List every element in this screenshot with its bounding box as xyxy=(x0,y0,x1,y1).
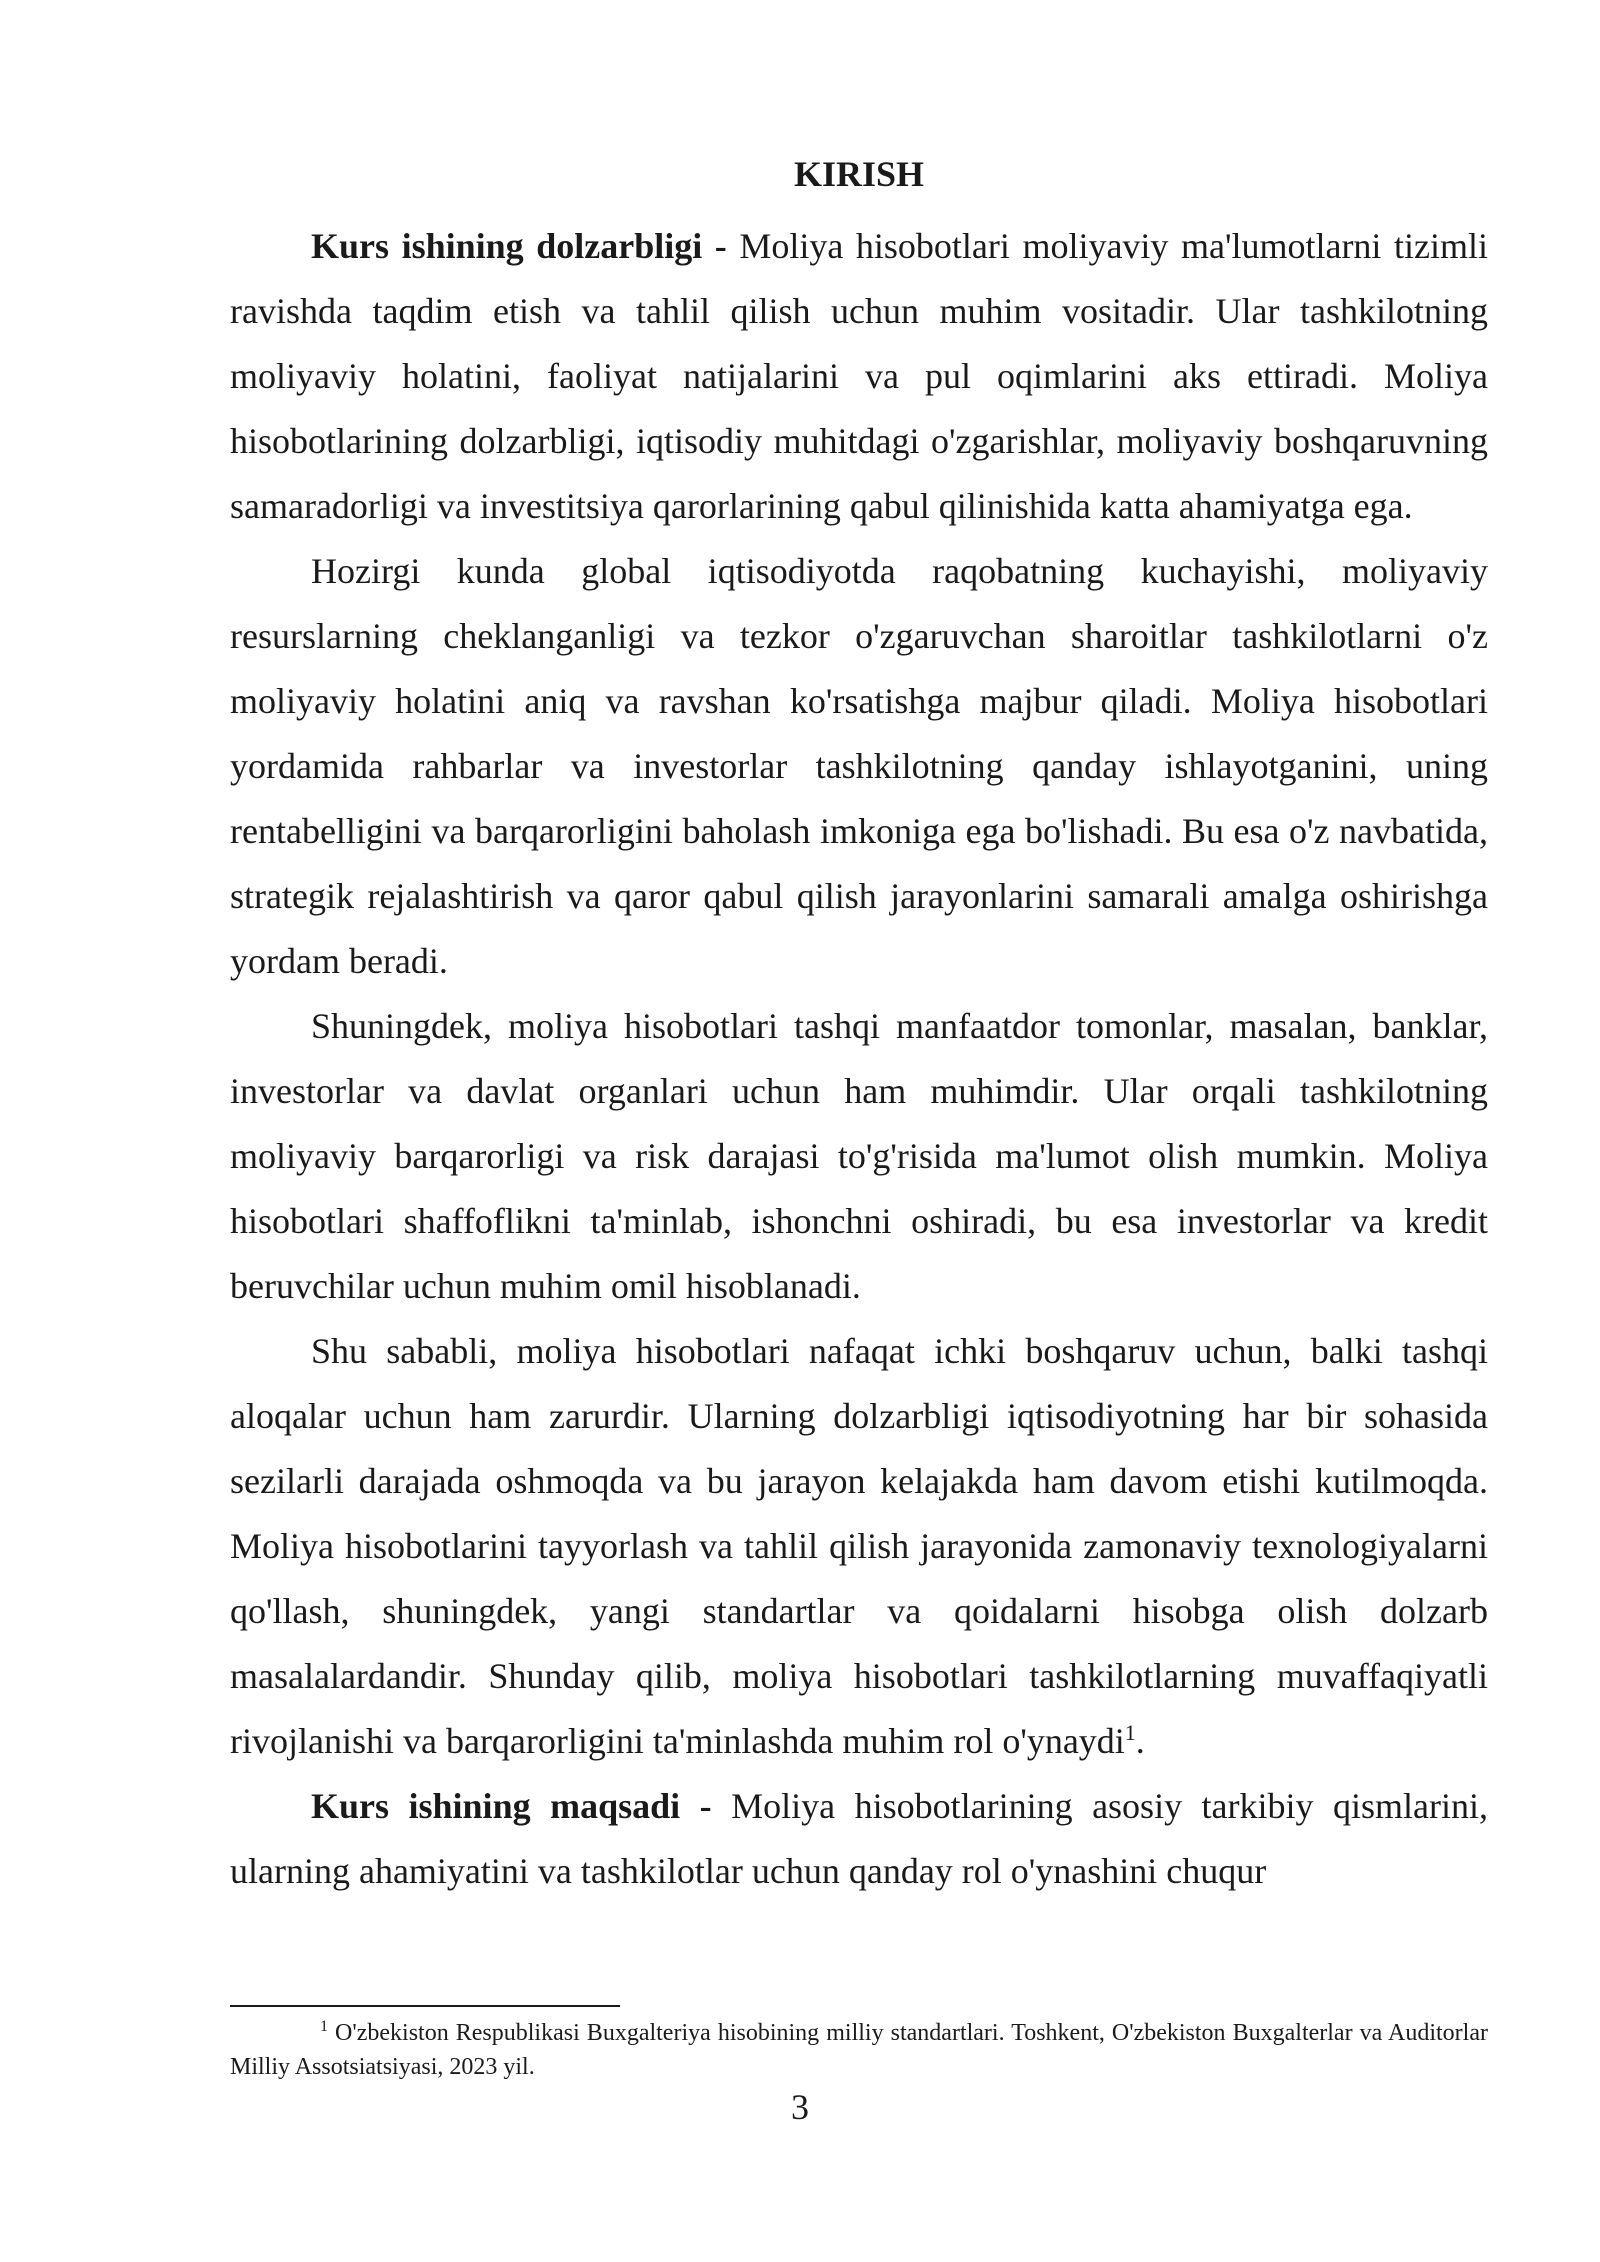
page-number: 3 xyxy=(791,2087,809,2127)
paragraph-text: Shu sababli, moliya hisobotlari nafaqat ichki boshqaruv uchun, balki tashqi aloqalar uchun ham zarurdir. Ularning dolzarbligi iqtisodiyotning har bir sohasida sezilarli darajada oshmoqda va bu jarayon kelajakda ham davom etishi kutilmoqda. Moliya hisobotlarini tayyorlash va tahlil qilish jarayonida zamonaviy texnologiyalarni qo'llash, shuningdek, yangi standartlar va qoidalarni hisobga olish dolzarb masalalardandir. Shunday qilib, moliya hisobotlari tashkilotlarning muvaffaqiyatli rivojlanishi va barqarorligini ta'minlashda muhim rol o'ynaydi xyxy=(230,1331,1488,1761)
footnote-separator xyxy=(230,2005,620,2007)
footnote xyxy=(230,2016,1488,2084)
paragraph-text: Hozirgi kunda global iqtisodiyotda raqobatning kuchayishi, moliyaviy resurslarning cheklanganligi va tezkor o'zgaruvchan sharoitlar tashkilotlarni o'z moliyaviy holatini aniq va ravshan ko'rsatishga majbur qiladi. Moliya hisobotlari yordamida rahbarlar va investorlar tashkilotning qanday ishlayotganini, uning rentabelligini va barqarorligini baholash imkoniga ega bo'lishadi. Bu esa o'z navbatida, strategik rejalashtirish va qaror qabul qilish jarayonlarini samarali amalga oshirishga yordam beradi. xyxy=(230,551,1488,981)
page-title: KIRISH xyxy=(793,154,925,194)
paragraph-relevance xyxy=(230,214,1488,539)
footnote-marker: 1 xyxy=(320,2018,328,2035)
paragraph-text: Shuningdek, moliya hisobotlari tashqi manfaatdor tomonlar, masalan, banklar, investorlar va davlat organlari uchun ham muhimdir. Ular orqali tashkilotning moliyaviy barqarorligi va risk darajasi to'g'risida ma'lumot olish mumkin. Moliya hisobotlari shaffoflikni ta'minlab, ishonchni oshiradi, bu esa investorlar va kredit beruvchilar uchun muhim omil hisoblanadi. xyxy=(230,1006,1488,1306)
page-body xyxy=(230,150,1488,1904)
paragraph-external-stakeholders xyxy=(230,994,1488,1319)
paragraph-global-economy xyxy=(230,539,1488,994)
paragraph-lead-relevance: Kurs ishining dolzarbligi - xyxy=(311,226,727,266)
paragraph-tail: . xyxy=(1135,1721,1145,1761)
footnote-reference[interactable]: 1 xyxy=(1124,1720,1136,1745)
footnote-text: O'zbekiston Respublikasi Buxgalteriya hisobining milliy standartlari. Toshkent, O'zbekiston Buxgalterlar va Auditorlar Milliy Assotsiatsiyasi, 2023 yil. xyxy=(230,2020,1488,2080)
paragraph-text: Moliya hisobotlari moliyaviy ma'lumotlarni tizimli ravishda taqdim etish va tahlil qilish uchun muhim vositadir. Ular tashkilotning moliyaviy holatini, faoliyat natijalarini va pul oqimlarini aks ettiradi. Moliya hisobotlarining dolzarbligi, iqtisodiy muhitdagi o'zgarishlar, moliyaviy boshqaruvning samaradorligi va investitsiya qarorlarining qabul qilinishida katta ahamiyatga ega. xyxy=(230,226,1488,526)
paragraph-lead-goal: Kurs ishining maqsadi - xyxy=(311,1786,712,1826)
paragraph-text: Moliya hisobotlarining asosiy tarkibiy qismlarini, ularning ahamiyatini va tashkilotlar uchun qanday rol o'ynashini chuqur xyxy=(230,1786,1489,1891)
paragraph-goal xyxy=(230,1774,1488,1904)
paragraph-conclusion xyxy=(230,1319,1488,1774)
